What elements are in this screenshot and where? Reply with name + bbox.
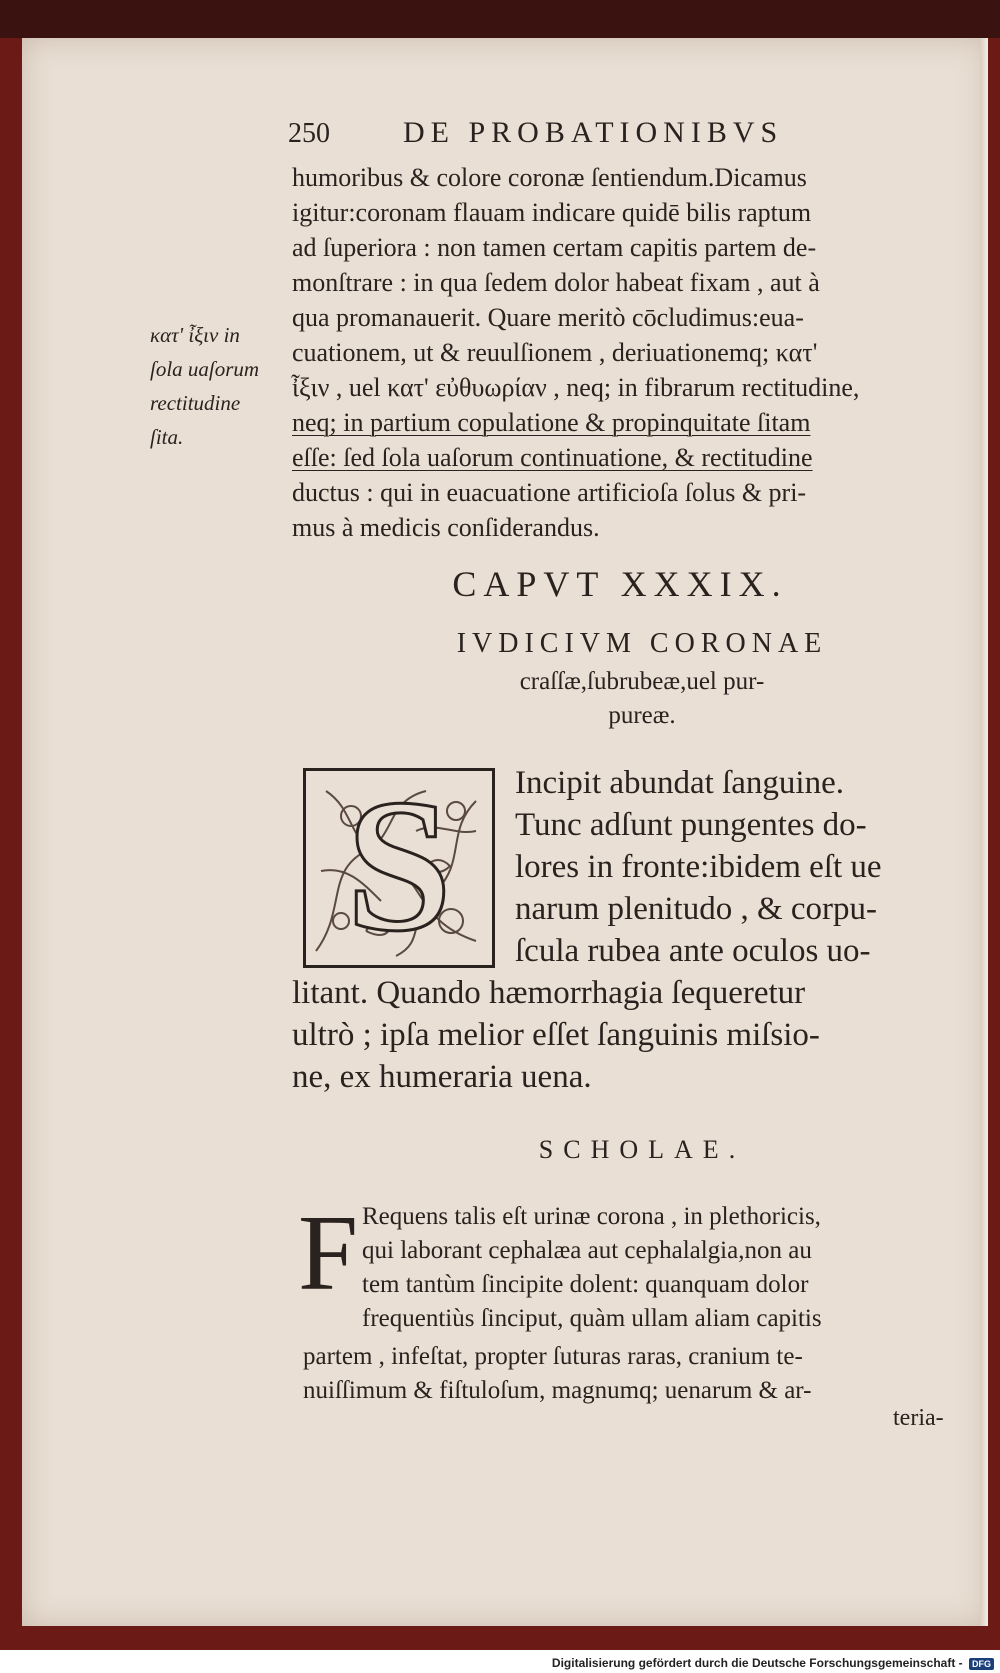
text-line: lores in fronte:ibidem eſt ue	[515, 849, 882, 885]
text-line: frequentiùs ſinciput, quàm ullam aliam capitis	[362, 1305, 822, 1332]
initial-f: F	[298, 1194, 359, 1313]
scholae-paragraph-full	[303, 1340, 975, 1408]
text-line: litant. Quando hæmorrhagia ſequeretur	[292, 975, 806, 1011]
text-line: ductus : qui in euacuatione artificioſa ſolus & pri-	[292, 478, 807, 507]
text-line: Tunc adſunt pungentes do-	[515, 807, 867, 843]
text-line: humoribus & colore coronæ ſentiendum.Dicamus	[292, 163, 807, 192]
text-line: cuationem, ut & reuulſionem , deriuationemq; κατ'	[292, 338, 818, 367]
scholae-heading: SCHOLAE.	[538, 1135, 746, 1164]
main-paragraph-indented	[515, 762, 1000, 972]
scan-top-edge	[0, 0, 1000, 38]
text-line: Requens talis eſt urinæ corona , in plethoricis,	[362, 1203, 821, 1230]
text-line: tem tantùm ſincipite dolent: quanquam dolor	[362, 1271, 809, 1298]
top-text-block	[292, 160, 972, 545]
page-number: 250	[288, 118, 330, 149]
text-line: ἶξιν , uel κατ' εὐθυωρίαν , neq; in fibrarum rectitudine,	[292, 373, 860, 402]
text-line: Incipit abundat ſanguine.	[515, 765, 844, 801]
digitization-credit	[552, 1656, 994, 1670]
running-title: DE PROBATIONIBVS	[403, 116, 784, 149]
chapter-subheading: IVDICIVM CORONAE	[456, 628, 828, 659]
marginal-note-line: ſola uaſorum	[150, 357, 260, 381]
text-line: partem , infeſtat, propter ſuturas raras, cranium te-	[303, 1343, 803, 1370]
scholae-paragraph-indented	[362, 1200, 976, 1336]
dfg-logo: DFG	[969, 1658, 994, 1670]
marginal-note-line: rectitudine	[150, 391, 241, 415]
text-line: ultrò ; ipſa melior eſſet ſanguinis miſsio-	[292, 1017, 820, 1053]
marginal-note-line: ſita.	[150, 425, 184, 449]
catchword: teria-	[893, 1405, 944, 1431]
chapter-heading: CAPVT XXXIX.	[452, 564, 788, 604]
page-header	[288, 118, 888, 158]
text-line: ad ſuperiora : non tamen certam capitis partem de-	[292, 233, 817, 262]
decorated-initial	[303, 761, 495, 971]
text-line: narum plenitudo , & corpu-	[515, 891, 878, 927]
initial-letter: S	[346, 761, 452, 971]
text-line: ne, ex humeraria uena.	[292, 1059, 592, 1095]
chapter-subheading-line2: craſſæ,ſubrubeæ,uel pur-	[519, 668, 765, 695]
text-line: monſtrare : in qua ſedem dolor habeat fixam , aut à	[292, 268, 820, 297]
text-line-underlined: eſſe: ſed ſola uaſorum continuatione, & rectitudine	[292, 443, 813, 472]
main-paragraph-full	[292, 972, 982, 1098]
marginal-note	[150, 318, 290, 454]
text-line: qua promanauerit. Quare meritò cōcludimus:eua-	[292, 303, 804, 332]
credit-text: Digitalisierung gefördert durch die Deutsche Forschungsgemeinschaft -	[551, 1656, 963, 1670]
text-line: ſcula rubea ante oculos uo-	[515, 933, 871, 969]
text-line: qui laborant cephalæa aut cephalalgia,non au	[362, 1237, 812, 1264]
text-line: igitur:coronam flauam indicare quidē bilis raptum	[292, 198, 812, 227]
chapter-subheading-line3: pureæ.	[608, 702, 676, 729]
marginal-note-line: κατ' ἶξιν in	[150, 323, 240, 347]
text-line: mus à medicis conſiderandus.	[292, 513, 600, 542]
text-line-underlined: neq; in partium copulatione & propinquitate ſitam	[292, 408, 811, 437]
text-line: nuiſſimum & fiſtuloſum, magnumq; uenarum & ar-	[303, 1377, 812, 1404]
